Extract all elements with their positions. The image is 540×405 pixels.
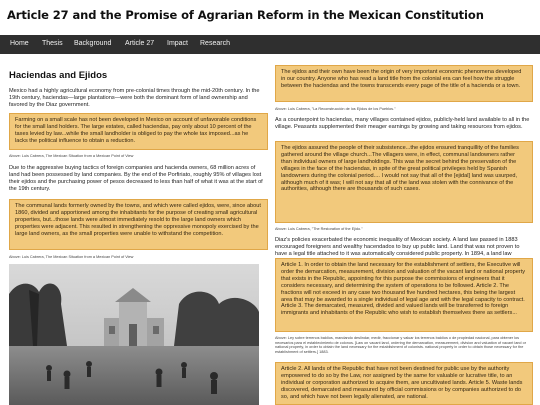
right-citation-2: Above: Luis Cabrera, "The Restoration of the Ejido." [275, 227, 363, 231]
nav-thesis[interactable]: Thesis [42, 40, 63, 47]
main-nav [0, 35, 540, 54]
nav-article-27[interactable]: Article 27 [125, 40, 155, 47]
right-paragraph-2: Diaz's policies exacerbated the economic inequality of Mexican society. A land law passed in 1883 encouraged foreigners and wealthy hacendados to buy up public land. Land that was not proven to have a legal title attached to it was automatically considered public property. In 1894, a land law [275, 237, 520, 257]
site-title: Article 27 and the Promise of Agrarian Reform in the Mexican Constitution [7, 8, 484, 22]
left-quote-1: Farming on a small scale has not been developed in Mexico on account of unfavorable conditions for the small land holders. The large estates, called haciendas, pay only about 10 percent of the taxes levied by law...while the small landholder is obliged to pay the whole tax imposed...as he lacks the political influence to obtain a reduction. [9, 113, 268, 150]
left-citation-1: Above: Luis Cabrera, The Mexican Situation from a Mexican Point of View [9, 154, 134, 158]
left-paragraph-2: Due to the aggressive buying tactics of foreign companies and hacienda owners, 68 million acres of land had been possessed by land companies. By the end of the Porfiriato, roughly 95% of villages lost their ejidos and the purchasing power of pesos decreased to less than half of what it was at the start of the 19th century. [9, 165, 263, 192]
right-citation-3: Above: Ley sobre terrenos baldíos, mandando deslindar, medir, fraccionar y valuar los terrenos baldíos o de propiedad nacional, para obtener los necesarios para el establecimiento de colonos. [Law on vacant land, ordering the demarcation, measurement, division and valuation of vacant land or national property, in order to obtain the land necessary for the establishment of colonists. national property in order to obtain those necessary for the establishment of settlers.] 1883. [275, 336, 526, 354]
right-citation-1: Above: Luis Cabrera, "La Reconstrucción de los Ejidos de los Pueblos." [275, 107, 396, 111]
right-quote-4: Article 2. All lands of the Republic that have not been destined for public use by the authority empowered to do so by the Law, nor assigned by the same for valuable or lucrative title, to an individual or corporation authorized to acquire them, are uncultivated lands. Article 5. Waste lands discovered, demarcated and measured by official commissions or by companies authorized to do so, and which have not been legally alienated, are national. [275, 362, 533, 405]
left-quote-2: The communal lands formerly owned by the towns, and which were called ejidos, were, since about 1860, divided and apportioned among the inhabitants for the purpose of creating small agricultural properties, but...those lands were almost immediately resold to the large land owners which properties were adjacent. This resulted in strengthening the oppressive monopoly exercised by the large land owners, as the small properties were unable to withstand the competition. [9, 199, 268, 250]
section-heading: Haciendas and Ejidos [9, 70, 108, 81]
nav-home[interactable]: Home [10, 40, 29, 47]
left-paragraph-1: Mexico had a highly agricultural economy from pre-colonial times through the mid-20th century. In the 19th century, haciendas—large plantations—were both the dominant form of land ownership and favored by the Diaz government. [9, 88, 260, 108]
right-paragraph-1: As a counterpoint to haciendas, many villages contained ejidos, publicly-held land available to all in the village. Peasants supplemented their meager earnings by growing and taking resources from ejidos. [275, 117, 530, 130]
nav-research[interactable]: Research [200, 40, 230, 47]
right-quote-1: The ejidos and their own have been the origin of very important economic phenomena developed in our country. Anyone who has read a land title from the colonial era can feel how the struggle between the haciendas and the towns transcends every page of the title of a hacienda or a town. [275, 65, 533, 102]
nav-background[interactable]: Background [74, 40, 112, 47]
historical-photo-image [9, 264, 259, 405]
right-quote-3: Article 1. In order to obtain the land necessary for the establishment of settlers, the Executive will order the demarcation, measurement, division and valuation of the vacant land or national property that exists in the Republic, appointing for this purpose the commissions of engineers that it considers necessary, and determining the system of operations to be followed. Article 2. The fractions will not exceed in any case two thousand five hundred hectares, this being the largest area that may be awarded to a single individual of legal age and with the legal capacity to contract. Article 3. The demarcated, measured, divided and valued lands will be transferred to foreign immigrants and inhabitants of the Republic who wish to establish themselves there as settlers... [275, 258, 533, 332]
left-citation-2: Above: Luis Cabrera, The Mexican Situation from a Mexican Point of View [9, 255, 134, 259]
right-quote-2: The ejidos assured the people of their subsistence...the ejidos ensured tranquillity of the families gathered around the village church...The villagers were, in effect, communal landowners rather than individual owners of large landholdings. This was the secret behind the preservation of the villages in the face of the haciendas, in spite of the great political privileges held by Spanish landowners during the colonial period.... I would not say that all of the [ejidal] land was usurped, although much of it was; I will not say that all of the land was stolen with the connivance of the authorities, although there are thousands of such cases. [275, 141, 533, 223]
nav-impact[interactable]: Impact [167, 40, 189, 47]
historical-photo [9, 264, 259, 405]
